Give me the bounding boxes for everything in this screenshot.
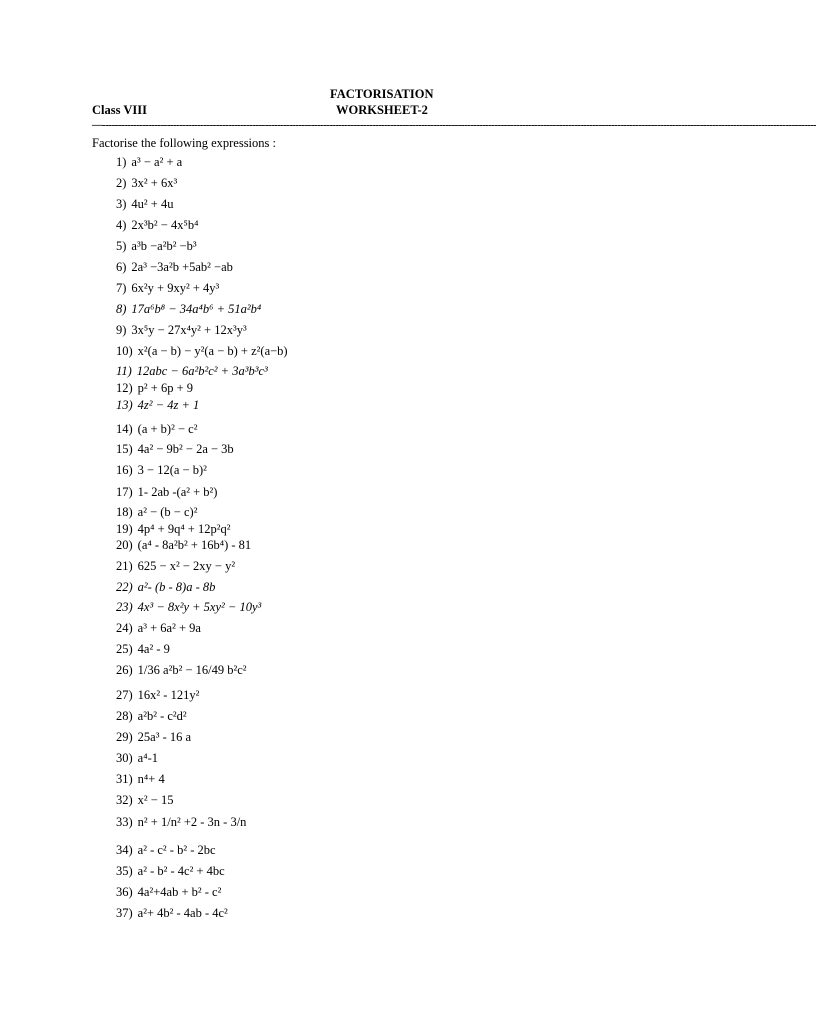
question-number: 17) [116,485,133,499]
question-expression: 4x³ − 8x²y + 5xy² − 10y³ [137,600,262,614]
question-expression: a⁴-1 [137,751,158,765]
question-number: 2) [116,176,127,190]
question-number: 14) [116,422,133,436]
question-item [116,815,246,830]
question-item [116,864,225,879]
question-expression: a³ + 6a² + 9a [137,621,201,635]
question-item [116,463,207,478]
question-expression: 6x²y + 9xy² + 4y³ [131,281,220,295]
question-item [116,885,221,900]
question-item [116,505,197,520]
question-item [116,559,235,574]
question-expression: 12abc − 6a²b²c² + 3a³b³c³ [136,364,268,378]
question-number: 28) [116,709,133,723]
question-item [116,381,193,396]
question-expression: 4a² - 9 [137,642,170,656]
question-item [116,176,177,191]
question-item [116,364,268,379]
question-number: 30) [116,751,133,765]
question-expression: a² − (b − c)² [137,505,198,519]
question-expression: 4a² − 9b² − 2a − 3b [137,442,234,456]
question-item [116,398,199,413]
question-item [116,344,288,359]
question-item [116,709,187,724]
question-expression: 25a³ - 16 a [137,730,192,744]
question-item [116,422,197,437]
question-expression: a² - c² - b² - 2bc [137,843,216,857]
question-item [116,843,216,858]
question-item [116,621,201,636]
question-expression: p² + 6p + 9 [137,381,194,395]
question-number: 7) [116,281,127,295]
question-expression: 3x² + 6x³ [131,176,178,190]
question-item [116,281,219,296]
question-expression: a²- (b - 8)a - 8b [137,580,216,594]
question-number: 11) [116,364,132,378]
question-item [116,218,198,233]
question-item [116,688,199,703]
question-expression: n² + 1/n² +2 - 3n - 3/n [137,815,247,829]
question-number: 24) [116,621,133,635]
question-number: 18) [116,505,133,519]
question-number: 15) [116,442,133,456]
divider-line: —----------------------------------------------------------------------------------------------------------------------------------------------------------------------------------------------------------------------------------------- [92,119,816,131]
question-item [116,793,173,808]
question-expression: 1- 2ab -(a² + b²) [137,485,218,499]
question-expression: 4u² + 4u [131,197,174,211]
question-expression: n⁴+ 4 [137,772,165,786]
question-item [116,155,182,170]
question-number: 27) [116,688,133,702]
question-expression: 625 − x² − 2xy − y² [137,559,236,573]
question-expression: a² - b² - 4c² + 4bc [137,864,225,878]
question-expression: 2a³ −3a²b +5ab² −ab [131,260,233,274]
question-number: 12) [116,381,133,395]
question-number: 29) [116,730,133,744]
question-number: 21) [116,559,133,573]
question-number: 25) [116,642,133,656]
question-number: 8) [116,302,127,316]
instruction-text: Factorise the following expressions : [92,136,276,150]
question-expression: a²+ 4b² - 4ab - 4c² [137,906,228,920]
question-number: 5) [116,239,127,253]
question-expression: 16x² - 121y² [137,688,200,702]
question-expression: (a⁴ - 8a²b² + 16b⁴) - 81 [137,538,252,552]
question-number: 4) [116,218,127,232]
question-expression: 17a⁶b⁸ − 34a⁴b⁶ + 51a²b⁴ [131,302,262,316]
question-expression: 1/36 a²b² − 16/49 b²c² [137,663,247,677]
question-item [116,751,158,766]
question-number: 3) [116,197,127,211]
question-expression: 3 − 12(a − b)² [137,463,207,477]
question-item [116,772,165,787]
question-number: 23) [116,600,133,614]
question-item [116,642,170,657]
question-expression: 3x⁵y − 27x⁴y² + 12x³y³ [131,323,247,337]
question-number: 1) [116,155,127,169]
question-expression: 4p⁴ + 9q⁴ + 12p²q² [137,522,231,536]
class-label: Class VIII [92,103,147,117]
question-item [116,730,191,745]
question-number: 16) [116,463,133,477]
question-item [116,485,217,500]
question-number: 37) [116,906,133,920]
question-number: 36) [116,885,133,899]
question-item [116,197,173,212]
question-item [116,522,230,537]
question-expression: (a + b)² − c² [137,422,198,436]
question-expression: a³b −a²b² −b³ [131,239,197,253]
question-number: 31) [116,772,133,786]
question-item [116,260,233,275]
question-number: 19) [116,522,133,536]
question-item [116,600,261,615]
question-expression: a²b² - c²d² [137,709,187,723]
question-number: 26) [116,663,133,677]
question-item [116,442,234,457]
question-expression: 4z² − 4z + 1 [137,398,200,412]
question-number: 9) [116,323,127,337]
question-expression: 4a²+4ab + b² - c² [137,885,222,899]
question-number: 6) [116,260,127,274]
worksheet-title: FACTORISATION [330,87,434,101]
question-expression: x²(a − b) − y²(a − b) + z²(a−b) [137,344,288,358]
question-item [116,906,228,921]
question-number: 35) [116,864,133,878]
question-item [116,580,215,595]
worksheet-subtitle: WORKSHEET-2 [336,103,428,117]
question-expression: a³ − a² + a [131,155,183,169]
question-item [116,302,261,317]
question-number: 33) [116,815,133,829]
question-number: 20) [116,538,133,552]
question-number: 34) [116,843,133,857]
question-item [116,663,247,678]
question-item [116,239,197,254]
question-number: 10) [116,344,133,358]
question-expression: x² − 15 [137,793,174,807]
question-expression: 2x³b² − 4x⁵b⁴ [131,218,199,232]
question-number: 22) [116,580,133,594]
question-item [116,538,251,553]
question-number: 32) [116,793,133,807]
question-item [116,323,247,338]
question-number: 13) [116,398,133,412]
